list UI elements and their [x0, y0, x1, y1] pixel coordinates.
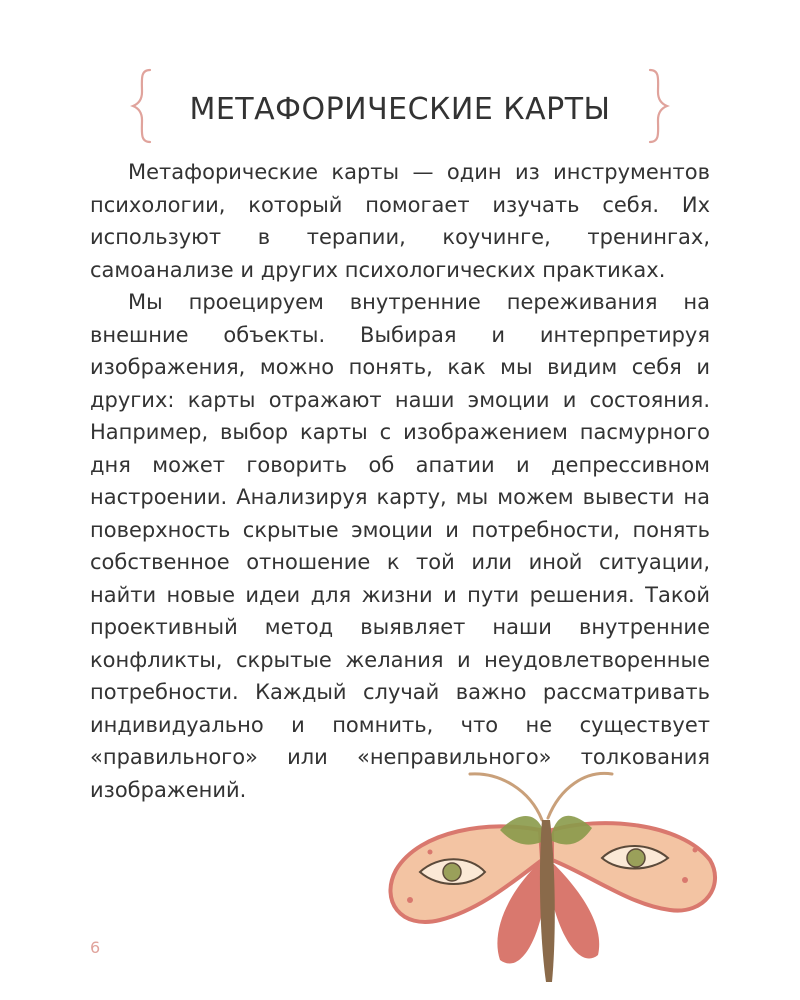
- paragraph-2: Мы проецируем внутренние переживания на внешние объекты. Выбирая и интерпретируя изображения, можно понять, как мы видим себя и других: карты отражают наши эмоции и состояния. Например, выбор карты с изображением пасмурного дня может говорить об апатии и депрессивном настроении. Анализируя карту, мы можем вывести на поверхность скрытые эмоции и потребности, понять собственное отношение к той или иной ситуации, найти новые идеи для жизни и пути решения. Такой проективный метод выявляет наши внутренние конфликты, скрытые желания и неудовлетворенные потребности. Каждый случай важно рассматривать индивидуально и помнить, что не существует «правильного» или «неправильного» толкования изображений.: [90, 290, 710, 802]
- chapter-header: [120, 62, 680, 152]
- paragraph-1: Метафорические карты — один из инструментов психологии, который помогает изучать себя. Их используют в терапии, коучинге, тренингах, самоанализе и других психологических практиках.: [90, 160, 710, 282]
- page-number: 6: [90, 938, 101, 957]
- brace-right-icon: [646, 68, 670, 144]
- body-text: [90, 156, 710, 806]
- page-title: МЕТАФОРИЧЕСКИЕ КАРТЫ: [189, 92, 611, 127]
- moth-illustration-icon: [380, 760, 730, 990]
